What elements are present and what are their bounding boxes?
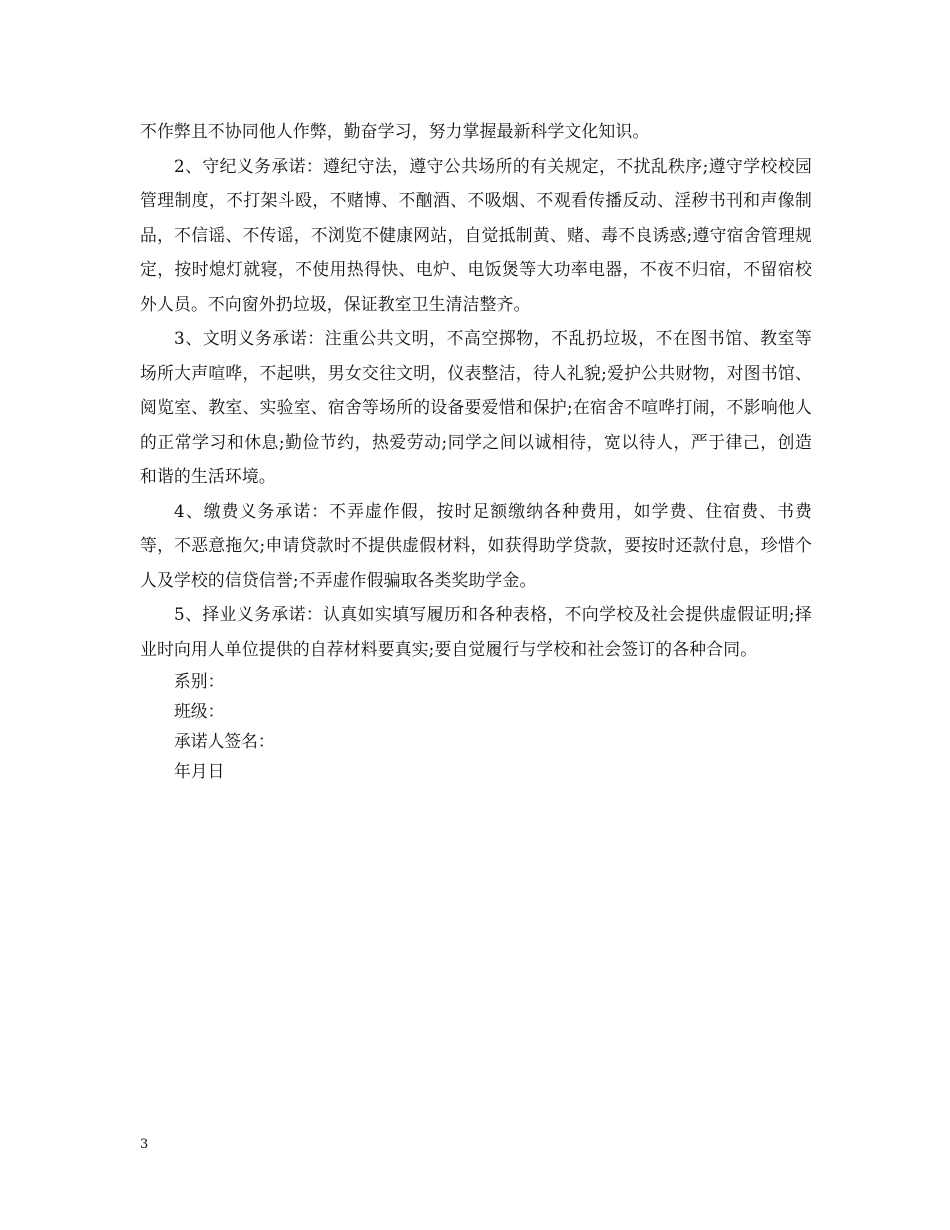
- class-label: 班级：: [174, 701, 225, 721]
- signer-label: 承诺人签名：: [174, 731, 275, 751]
- document-body: [140, 114, 812, 786]
- page-number: 3: [140, 1137, 149, 1152]
- signature-block: [140, 666, 812, 786]
- paragraph-employment-commitment: 5、择业义务承诺：认真如实填写履历和各种表格，不向学校及社会提供虚假证明;择业时向用人单位提供的自荐材料要真实;要自觉履行与学校和社会签订的各种合同。: [140, 604, 812, 659]
- paragraph-civility-commitment: 3、文明义务承诺：注重公共文明，不高空掷物，不乱扔垃圾，不在图书馆、教室等场所大声喧哗，不起哄，男女交往文明，仪表整洁，待人礼貌;爱护公共财物，对图书馆、阅览室、教室、实验室、宿舍等场所的设备要爱惜和保护;在宿舍不喧哗打闹，不影响他人的正常学习和休息;勤俭节约，热爱劳动;同学之间以诚相待，宽以待人，严于律己，创造和谐的生活环境。: [140, 328, 812, 486]
- paragraph-payment-commitment: 4、缴费义务承诺：不弄虚作假，按时足额缴纳各种费用，如学费、住宿费、书费等，不恶意拖欠;申请贷款时不提供虚假材料，如获得助学贷款，要按时还款付息，珍惜个人及学校的信贷信誉;不弄虚作假骗取各类奖助学金。: [140, 500, 812, 590]
- date-label: 年月日: [174, 761, 225, 781]
- paragraph-continuation: 不作弊且不协同他人作弊，勤奋学习，努力掌握最新科学文化知识。: [140, 121, 650, 141]
- paragraph-discipline-commitment: 2、守纪义务承诺：遵纪守法，遵守公共场所的有关规定，不扰乱秩序;遵守学校校园管理制度，不打架斗殴，不赌博、不酗酒、不吸烟、不观看传播反动、淫秽书刊和声像制品，不信谣、不传谣，不浏览不健康网站，自觉抵制黄、赌、毒不良诱惑;遵守宿舍管理规定，按时熄灯就寝，不使用热得快、电炉、电饭煲等大功率电器，不夜不归宿，不留宿校外人员。不向窗外扔垃圾，保证教室卫生清洁整齐。: [140, 155, 812, 314]
- department-label: 系别：: [174, 671, 225, 691]
